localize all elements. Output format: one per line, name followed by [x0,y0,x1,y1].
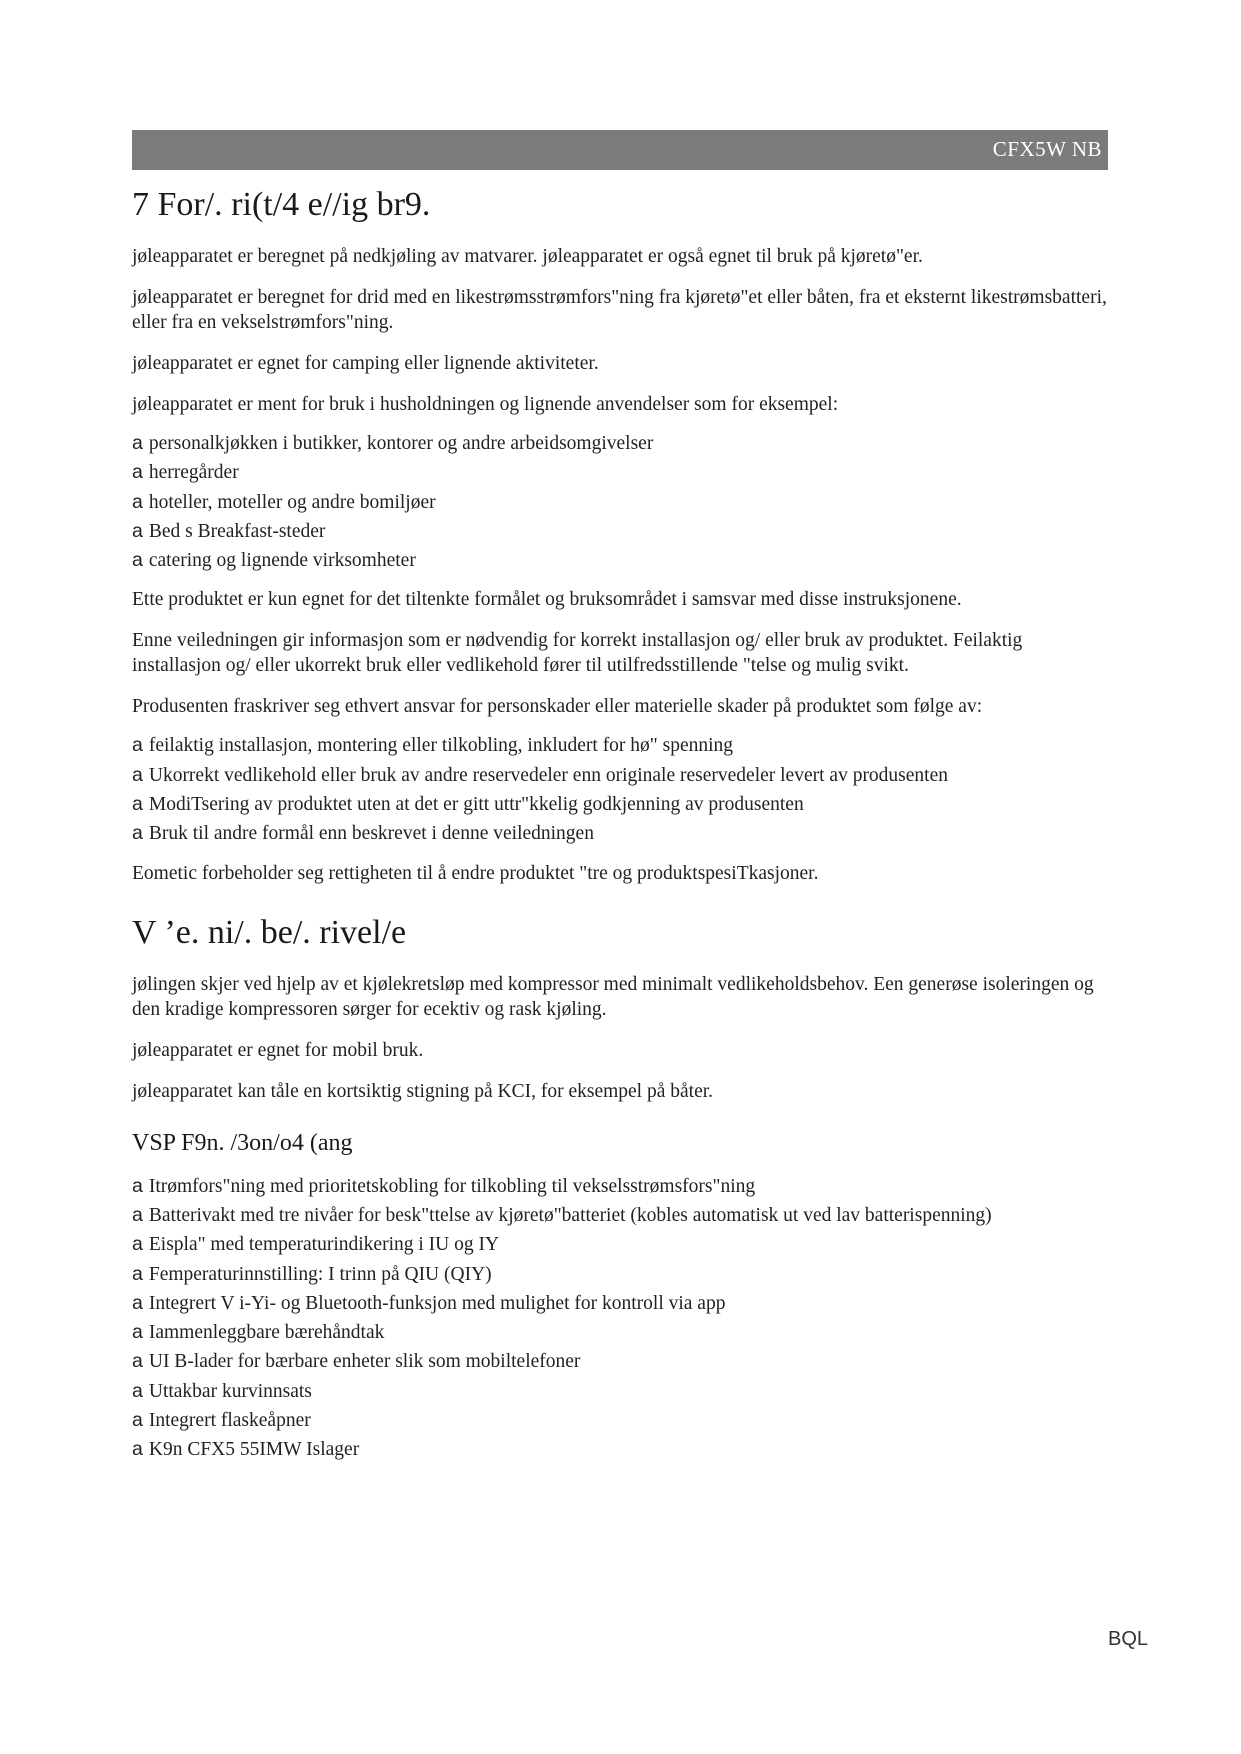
section-title-features: VSP F9n. /3on/o4 (ang [132,1129,353,1156]
list-item: a Bed s Breakfast-steder [132,519,326,542]
section-title-technical-description: V ’e. ni/. be/. rivel/e [132,913,407,951]
list-item: a Itrømfors"ning med prioritetskobling for tilkobling til vekselsstrømsfors"ning [132,1174,756,1197]
bullet-icon: a [132,793,143,816]
list-item: a Bruk til andre formål enn beskrevet i denne veiledningen [132,822,594,845]
bullet-icon: a [132,1409,143,1432]
section-title-intended-use: 7 For/. ri(t/4 e//ig br9. [132,186,431,223]
bullet-icon: a [132,1291,143,1314]
bullet-icon: a [132,763,143,786]
bullet-icon: a [132,519,143,542]
list-item: a Eispla" med temperaturindikering i IU og IY [132,1233,500,1256]
paragraph: jøleapparatet er beregnet på nedkjøling av matvarer. jøleapparatet er også egnet til bruk på kjøretø"er. [132,246,923,267]
bullet-icon: a [132,1203,143,1226]
bullet-icon: a [132,432,143,454]
list-item: a catering og lignende virksomheter [132,549,416,572]
page-number: BQL [1108,1628,1149,1650]
paragraph: Produsenten fraskriver seg ethvert ansvar for personskader eller materielle skader på produktet som følge av: [132,696,983,718]
paragraph: Ette produktet er kun egnet for det tiltenkte formålet og bruksområdet i samsvar med disse instruksjonene. [132,589,962,611]
paragraph: Enne veiledningen gir informasjon som er nødvendig for korrekt installasjon og/ eller bruk av produktet. Feilaktig installasjon og/ eller ukorrekt bruk eller vedlikehold fører til utilfredsstillende "telse og mulig svikt. [132,630,1023,677]
paragraph: jølingen skjer ved hjelp av et kjølekretsløp med kompressor med minimalt vedlikeholdsbehov. Een generøse isoleringen og den kradige kompressoren sørger for ecektiv og rask kjøling. [132,973,1094,1020]
list-item: a Iammenleggbare bærehåndtak [132,1321,385,1344]
features-list [132,1172,1112,1465]
liability-list [132,731,1112,848]
list-item: a K9n CFX5 55IMW Islager [132,1438,360,1461]
list-item: a feilaktig installasjon, montering eller tilkobling, inkludert for hø" spenning [132,734,734,757]
usage-list [132,429,1112,575]
bullet-icon: a [132,1262,143,1285]
bullet-icon: a [132,1233,143,1256]
paragraph: jøleapparatet er egnet for mobil bruk. [132,1039,424,1061]
paragraph: jøleapparatet er beregnet for drid med en likestrømsstrømfors"ning fra kjøretø"et eller båten, fra et eksternt likestrømsbatteri, eller fra en vekselstrømfors"ning. [132,287,1107,333]
list-item: a Integrert flaskeåpner [132,1409,311,1432]
bullet-icon: a [132,1321,143,1344]
paragraph: jøleapparatet er ment for bruk i husholdningen og lignende anvendelser som for eksempel: [132,394,839,415]
list-item: a personalkjøkken i butikker, kontorer og andre arbeidsomgivelser [132,432,654,454]
list-item: a herregårder [132,461,239,484]
list-item: a Uttakbar kurvinnsats [132,1379,312,1402]
list-item: a Integrert V i-Yi- og Bluetooth-funksjon med mulighet for kontroll via app [132,1291,726,1314]
list-item: a hoteller, moteller og andre bomiljøer [132,490,436,513]
model-code: CFX5W NB [992,137,1102,161]
page-content [132,180,1112,1465]
paragraph: jøleapparatet er egnet for camping eller lignende aktiviteter. [132,353,599,374]
bullet-icon: a [132,461,143,484]
bullet-icon: a [132,1350,143,1373]
list-item: a Ukorrekt vedlikehold eller bruk av andre reservedeler enn originale reservedeler levert av produsenten [132,763,948,786]
bullet-icon: a [132,549,143,572]
bullet-icon: a [132,490,143,513]
list-item: a Batterivakt med tre nivåer for besk"ttelse av kjøretø"batteriet (kobles automatisk ut ved lav batterispenning) [132,1203,992,1226]
list-item: a ModiTsering av produktet uten at det er gitt uttr"kkelig godkjenning av produsenten [132,793,804,816]
bullet-icon: a [132,1438,143,1461]
bullet-icon: a [132,734,143,757]
header-bar [132,130,1108,170]
list-item: a Femperaturinnstilling: I trinn på QIU (QIY) [132,1262,492,1285]
bullet-icon: a [132,1379,143,1402]
bullet-icon: a [132,1174,143,1197]
list-item: a UI B-lader for bærbare enheter slik som mobiltelefoner [132,1350,581,1373]
paragraph: jøleapparatet kan tåle en kortsiktig stigning på KCI, for eksempel på båter. [132,1080,714,1102]
paragraph: Eometic forbeholder seg rettigheten til å endre produktet "tre og produktspesiTkasjoner. [132,862,819,884]
bullet-icon: a [132,822,143,845]
